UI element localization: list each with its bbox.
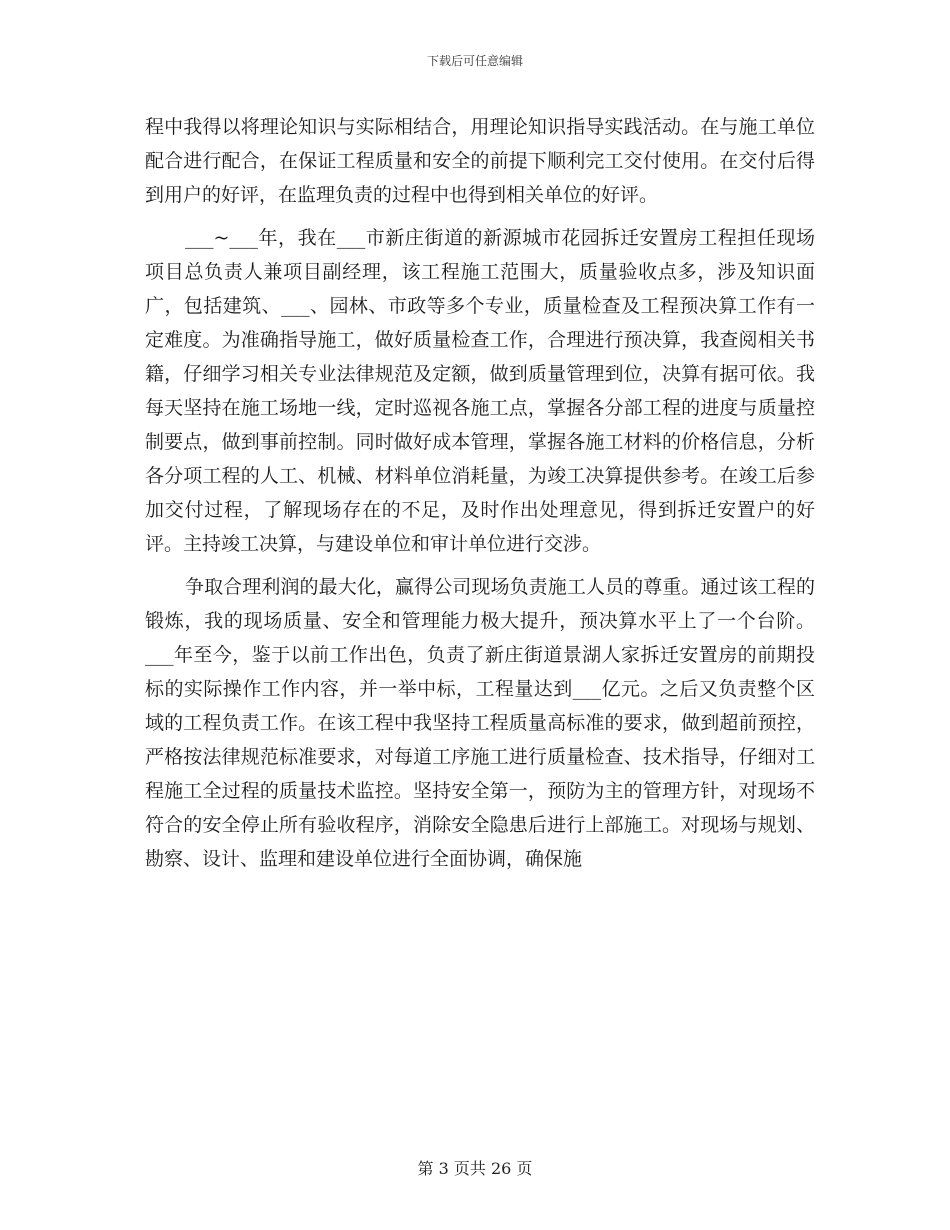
- page-header: 下载后可任意编辑: [426, 54, 523, 68]
- page-footer: 第 3 页共 26 页: [417, 1159, 533, 1178]
- document-body: [145, 110, 815, 885]
- paragraph-1: 程中我得以将理论知识与实际相结合，用理论知识指导实践活动。在与施工单位配合进行配合，在保证工程质量和安全的前提下顺利完工交付使用。在交付后得到用户的好评，在监理负责的过程中也得到相关单位的好评。: [145, 116, 815, 206]
- paragraph-3: 争取合理利润的最大化，赢得公司现场负责施工人员的尊重。通过该工程的锻炼，我的现场质量、安全和管理能力极大提升，预决算水平上了一个台阶。___年至今，鉴于以前工作出色，负责了新庄街道景湖人家拆迁安置房的前期投标的实际操作工作内容，并一举中标，工程量达到___亿元。之后又负责整个区域的工程负责工作。在该工程中我坚持工程质量高标准的要求，做到超前预控，严格按法律规范标准要求，对每道工序施工进行质量检查、技术指导，仔细对工程施工全过程的质量技术监控。坚持安全第一，预防为主的管理方针，对现场不符合的安全停止所有验收程序，消除安全隐患后进行上部施工。对现场与规划、勘察、设计、监理和建设单位进行全面协调，确保施: [145, 576, 815, 870]
- paragraph-2: ___~___年，我在___市新庄街道的新源城市花园拆迁安置房工程担任现场项目总负责人兼项目副经理，该工程施工范围大，质量验收点多，涉及知识面广，包括建筑、___、园林、市政等多个专业，质量检查及工程预决算工作有一定难度。为准确指导施工，做好质量检查工作，合理进行预决算，我查阅相关书籍，仔细学习相关专业法律规范及定额，做到质量管理到位，决算有据可依。我每天坚持在施工场地一线，定时巡视各施工点，掌握各分部工程的进度与质量控制要点，做到事前控制。同时做好成本管理，掌握各施工材料的价格信息，分析各分项工程的人工、机械、材料单位消耗量，为竣工决算提供参考。在竣工后参加交付过程，了解现场存在的不足，及时作出处理意见，得到拆迁安置户的好评。主持竣工决算，与建设单位和审计单位进行交涉。: [145, 227, 815, 555]
